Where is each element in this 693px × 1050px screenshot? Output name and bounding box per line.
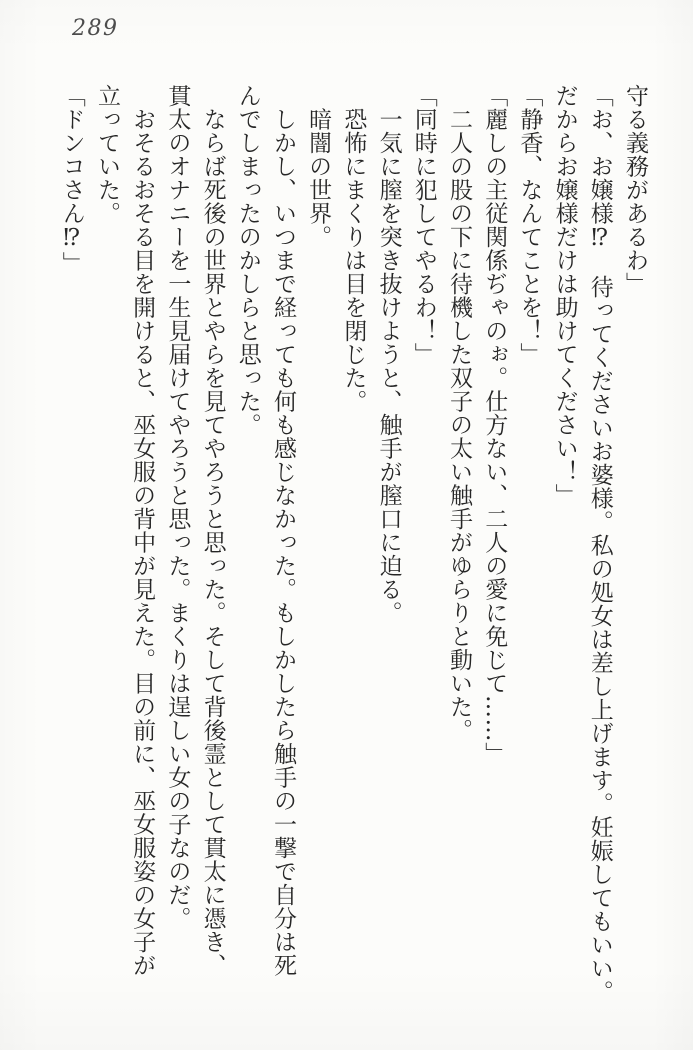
text-line: 立っていた。	[93, 84, 120, 225]
text-line: 「お、お嬢様⁉ 待ってくださいお婆様。私の処女は差し上げます。妊娠してもいい。	[586, 84, 613, 1004]
text-line: しかし、いつまで経っても何も感じなかった。もしかしたら触手の一撃で自分は死	[269, 84, 296, 977]
text-line: 貫太のオナニーを一生見届けてやろうと思った。まくりは逞しい女の子なのだ。	[164, 84, 191, 930]
page-number: 289	[72, 16, 119, 41]
text-line: 一気に膣を突き抜けようと、触手が膣口に迫る。	[375, 84, 402, 625]
text-line: 「静香、なんてことを！」	[516, 84, 543, 366]
text-line: 「麗しの主従関係ぢゃのぉ。仕方ない、二人の愛に免じて……」	[481, 84, 508, 766]
vertical-text-block	[54, 84, 652, 1034]
text-line: だからお嬢様だけは助けてください！」	[551, 84, 578, 507]
text-line: 暗闇の世界。	[305, 84, 332, 249]
text-line: んでしまったのかしらと思った。	[234, 84, 261, 437]
text-line: ならば死後の世界とやらを見てやろうと思った。そして背後霊として貫太に憑き、	[199, 84, 226, 977]
text-line: 二人の股の下に待機した双子の太い触手がゆらりと動いた。	[445, 84, 472, 742]
text-line: おそるおそる目を開けると、巫女服の背中が見えた。目の前に、巫女服姿の女子が	[129, 84, 156, 977]
text-line: 恐怖にまくりは目を閉じた。	[340, 84, 367, 413]
text-line: 「同時に犯してやるわ！」	[410, 84, 437, 366]
text-line: 「ドンコさん⁉」	[58, 84, 85, 275]
text-line: 守る義務があるわ」	[622, 84, 648, 296]
